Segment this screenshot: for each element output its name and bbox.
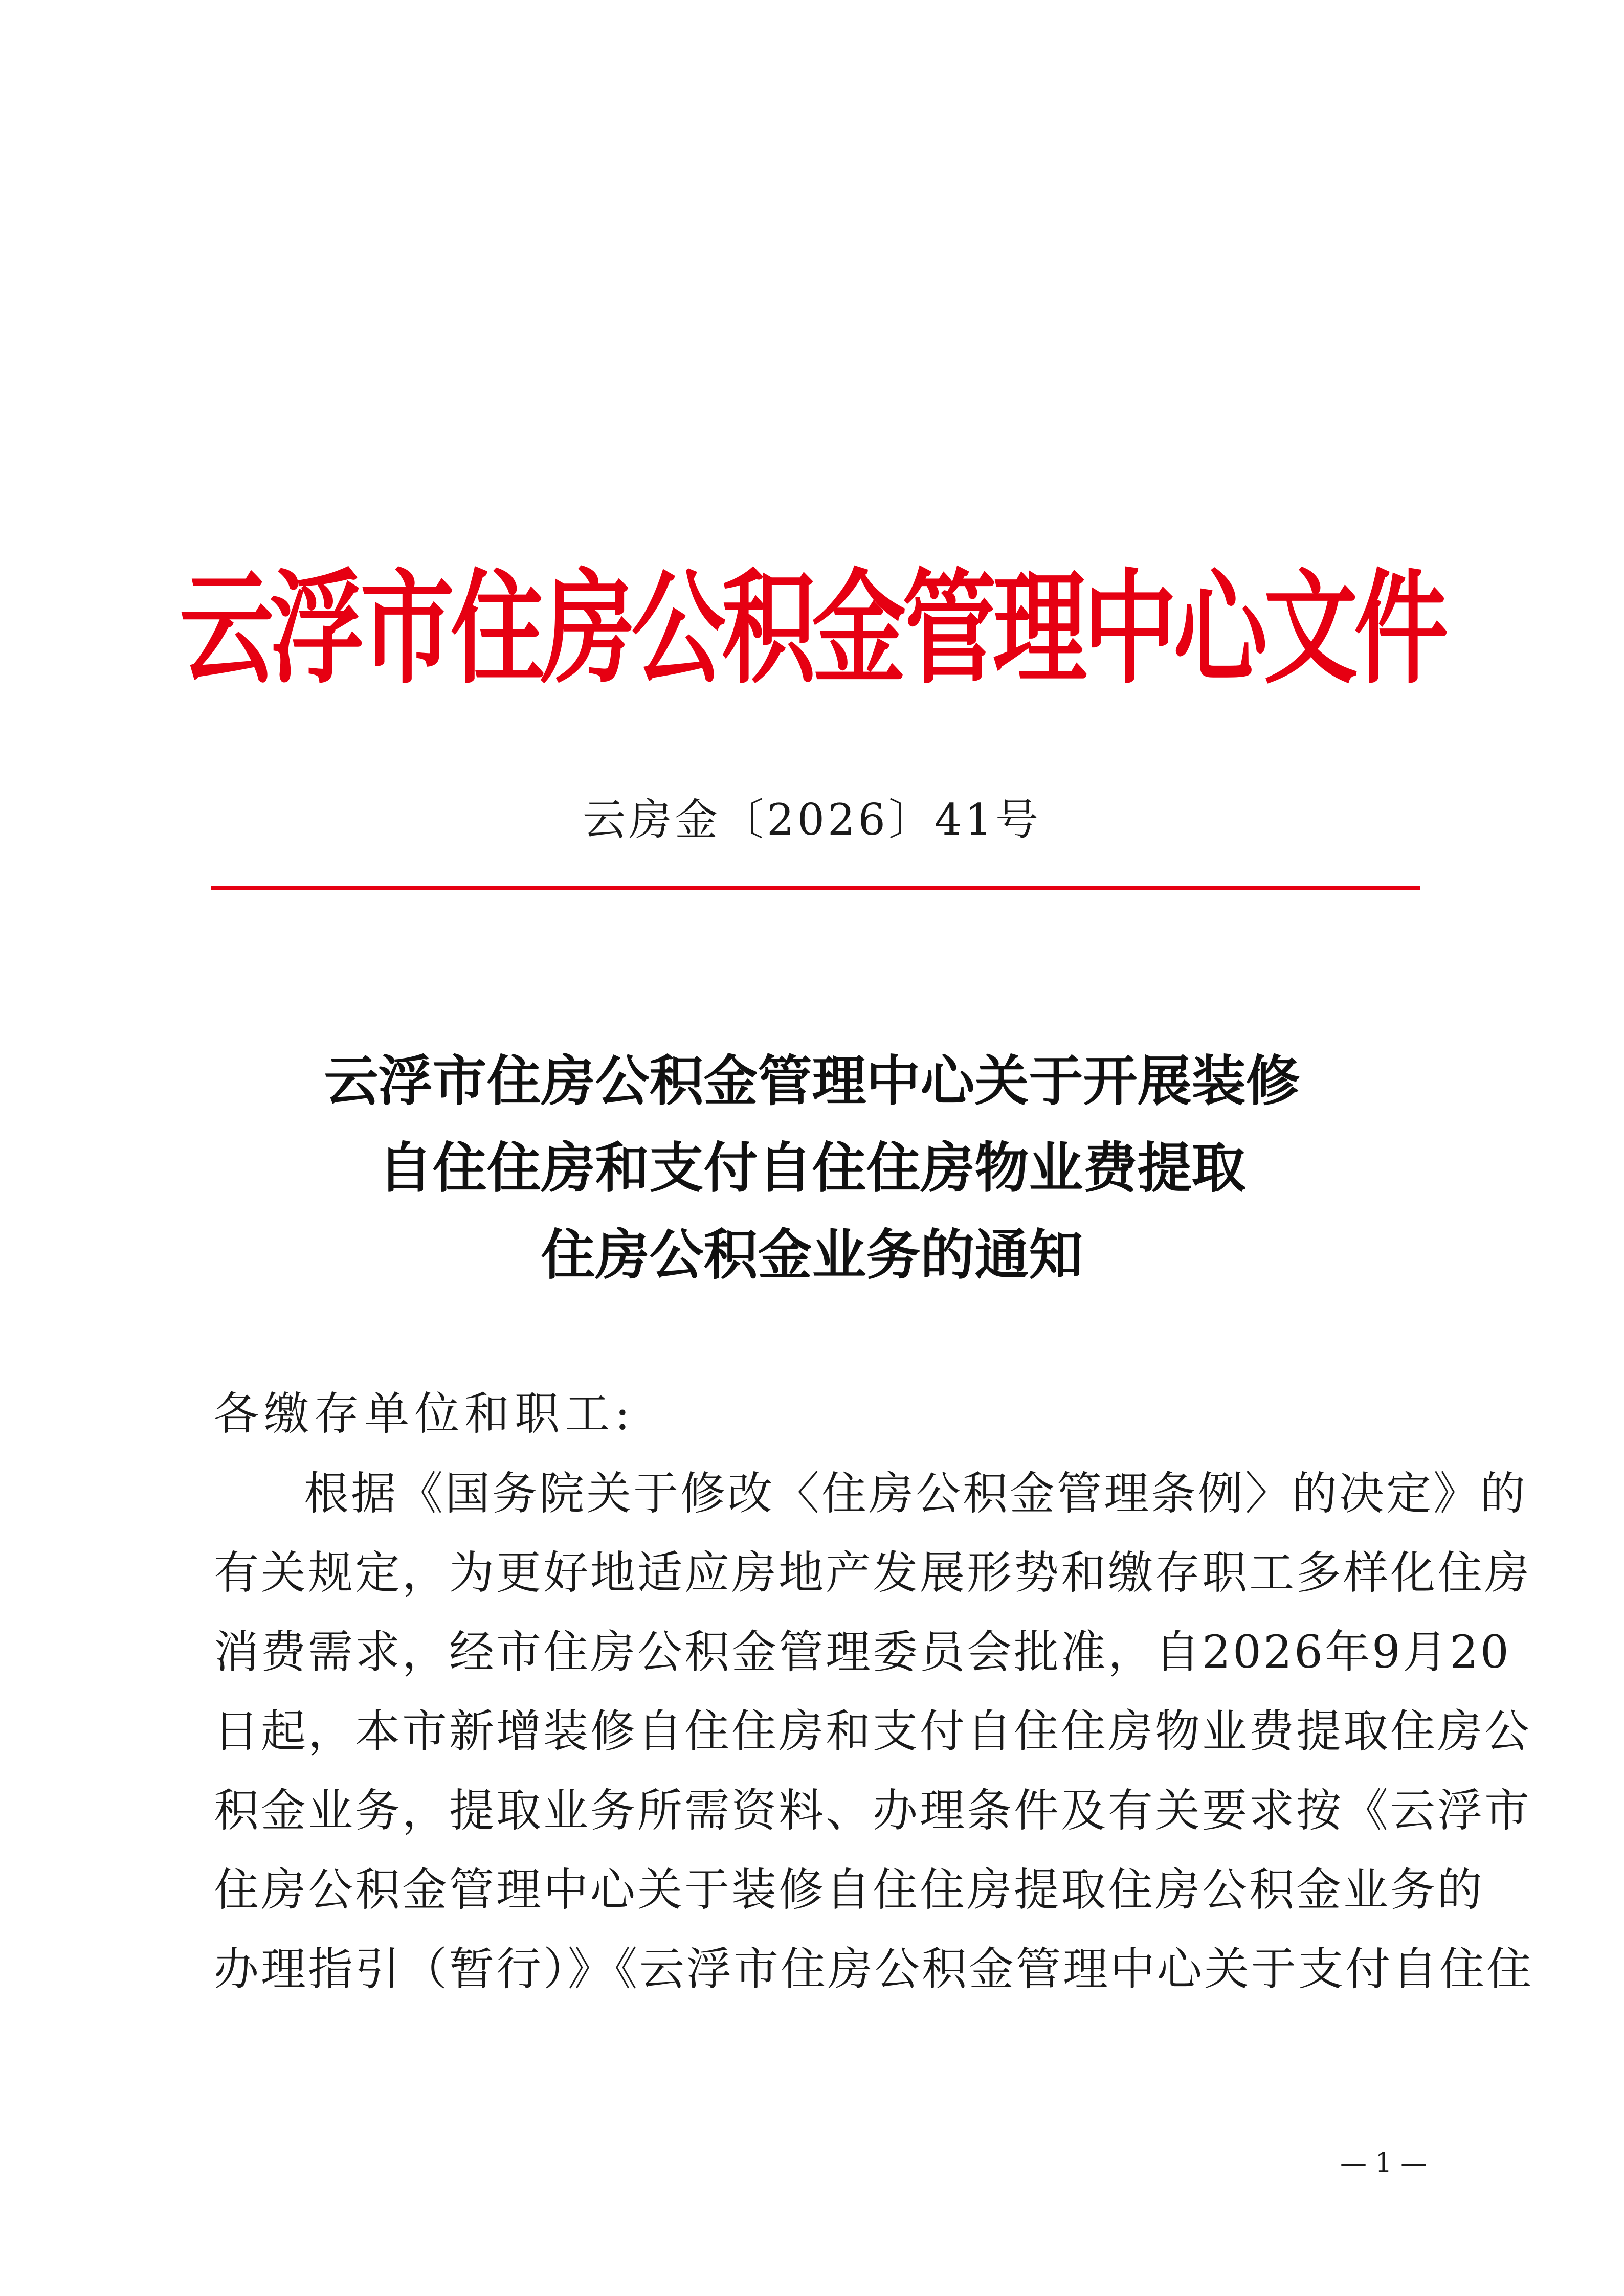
document-masthead: 云浮市住房公积金管理中心文件: [180, 556, 1444, 701]
document-number: 云房金〔2026〕41号: [583, 795, 1041, 845]
page-number: — 1 —: [1340, 2148, 1428, 2178]
body-line: 积金业务，提取业务所需资料、办理条件及有关要求按《云浮市: [214, 1784, 1532, 1837]
document-title: [153, 1038, 1471, 1299]
body-line: 消费需求，经市住房公积金管理委员会批准，自2026年9月20: [214, 1626, 1511, 1678]
salutation: 各缴存单位和职工:: [214, 1387, 635, 1440]
red-separator-line: [211, 886, 1420, 890]
title-line-3: 住房公积金业务的通知: [541, 1224, 1083, 1287]
body-line: 有关规定，为更好地适应房地产发展形势和缴存职工多样化住房: [214, 1546, 1532, 1599]
title-line-1: 云浮市住房公积金管理中心关于开展装修: [324, 1050, 1300, 1113]
body-line: 办理指引（暂行）》《云浮市住房公积金管理中心关于支付自住住: [214, 1943, 1534, 1995]
body-line: 日起，本市新增装修自住住房和支付自住住房物业费提取住房公: [214, 1705, 1532, 1758]
body-paragraph: [214, 1454, 1534, 2009]
body-line: 住房公积金管理中心关于装修自住住房提取住房公积金业务的: [214, 1863, 1485, 1916]
title-line-2: 自住住房和支付自住住房物业费提取: [378, 1137, 1246, 1200]
body-line: 根据《国务院关于修改〈住房公积金管理条例〉的决定》的: [304, 1467, 1528, 1520]
